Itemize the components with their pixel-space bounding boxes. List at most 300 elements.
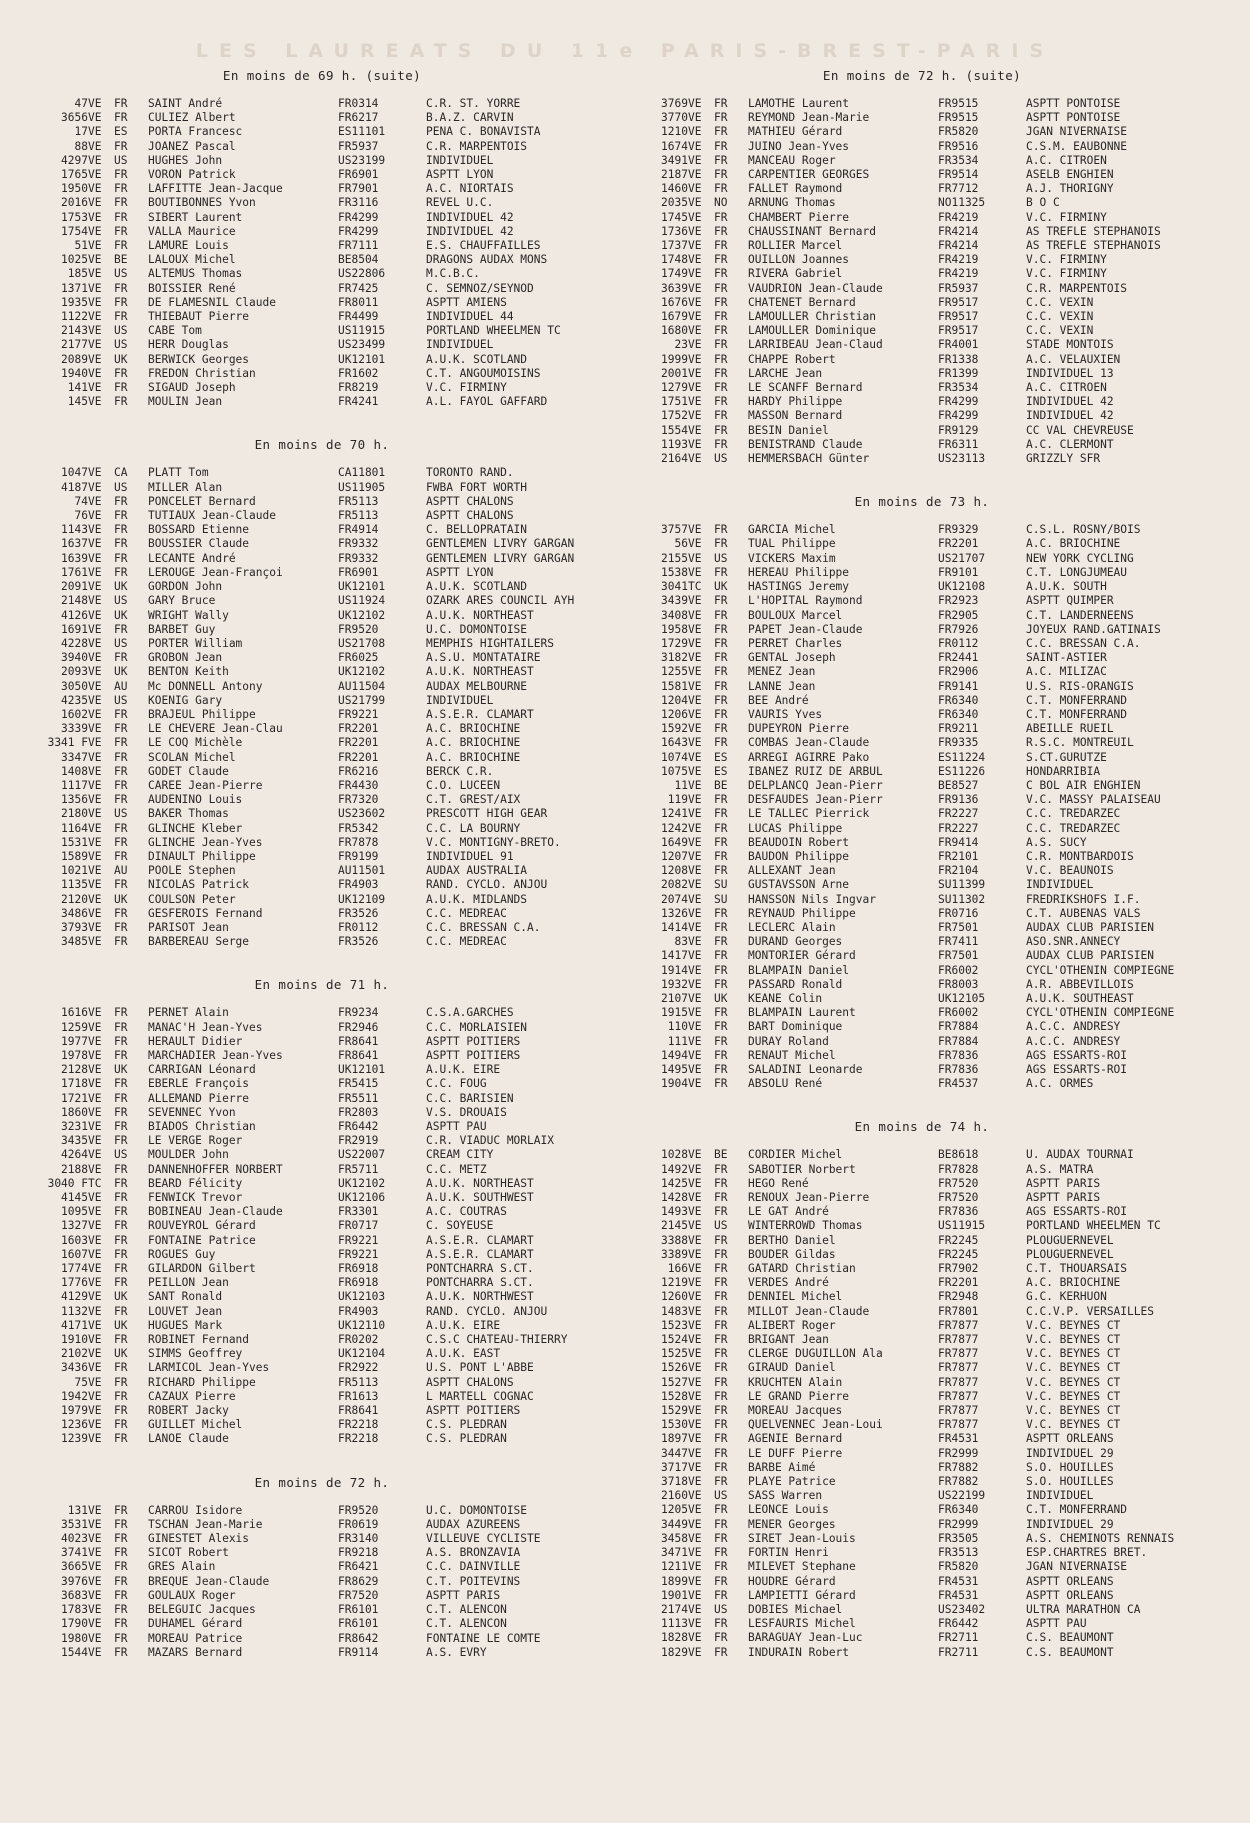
cell-category: VE	[688, 281, 702, 295]
cell-country: FR	[114, 1034, 128, 1048]
cell-category: VE	[88, 1191, 102, 1205]
cell-license: FR2101	[938, 849, 979, 863]
cell-license: FR6217	[338, 111, 379, 125]
cell-license: FR9517	[938, 295, 979, 309]
cell-license: FR7877	[938, 1389, 979, 1403]
cell-rider_number: 3050	[61, 679, 88, 693]
cell-name: REYNAUD Philippe	[748, 906, 856, 920]
cell-rider_number: 4023	[61, 1532, 88, 1546]
table-row	[42, 1390, 602, 1404]
cell-club: CYCL'OTHENIN COMPIEGNE	[1026, 1006, 1175, 1020]
cell-name: CHAMBERT Pierre	[748, 210, 850, 224]
table-row	[642, 211, 1202, 225]
cell-name: DANNENHOFFER NORBERT	[148, 1162, 283, 1176]
cell-rider_number: 1736	[661, 224, 688, 238]
cell-name: PAPET Jean-Claude	[748, 622, 863, 636]
cell-rider_number: 1236	[61, 1418, 88, 1432]
cell-rider_number: 1279	[661, 381, 688, 395]
cell-country: SU	[714, 878, 728, 892]
cell-category: VE	[688, 1034, 702, 1048]
cell-license: FR9234	[338, 1006, 379, 1020]
table-row	[42, 267, 602, 281]
cell-country: FR	[114, 1404, 128, 1418]
cell-country: FR	[714, 324, 728, 338]
cell-rider_number: 1255	[661, 665, 688, 679]
cell-license: US11905	[338, 480, 386, 494]
table-row	[42, 765, 602, 779]
cell-name: VERDES André	[748, 1276, 829, 1290]
cell-license: FR7902	[938, 1262, 979, 1276]
cell-name: GIRAUD Daniel	[748, 1361, 836, 1375]
cell-club: INDIVIDUEL 13	[1026, 366, 1114, 380]
cell-category: VE	[88, 920, 102, 934]
cell-category: VE	[688, 111, 702, 125]
cell-name: TUAL Philippe	[748, 537, 836, 551]
cell-country: FR	[714, 1233, 728, 1247]
table-row	[642, 1361, 1202, 1375]
cell-name: NICOLAS Patrick	[148, 878, 250, 892]
cell-club: ASPTT POITIERS	[426, 1404, 521, 1418]
cell-country: FR	[714, 182, 728, 196]
cell-license: FR7111	[338, 239, 379, 253]
cell-rider_number: 1132	[61, 1304, 88, 1318]
table-row	[42, 1148, 602, 1162]
cell-country: FR	[114, 1603, 128, 1617]
cell-club: C.C. FOUG	[426, 1077, 487, 1091]
cell-country: FR	[114, 935, 128, 949]
cell-category: VE	[88, 1262, 102, 1276]
cell-rider_number: 1829	[661, 1645, 688, 1659]
cell-category: VE	[88, 1006, 102, 1020]
cell-club: V.C. FIRMINY	[1026, 253, 1107, 267]
cell-category: TC	[88, 1176, 102, 1190]
cell-club: G.C. KERHUON	[1026, 1290, 1107, 1304]
cell-license: FR2201	[338, 736, 379, 750]
cell-club: V.C. BEYNES CT	[1026, 1375, 1121, 1389]
cell-category: VE	[88, 1375, 102, 1389]
cell-license: FR4299	[338, 224, 379, 238]
cell-country: FR	[114, 1333, 128, 1347]
cell-license: FR7501	[938, 949, 979, 963]
cell-license: UK12101	[338, 1063, 386, 1077]
cell-club: E.S. CHAUFFAILLES	[426, 239, 541, 253]
cell-category: VE	[88, 1233, 102, 1247]
cell-rider_number: 2174	[661, 1602, 688, 1616]
cell-rider_number: 1074	[661, 750, 688, 764]
cell-name: DE FLAMESNIL Claude	[148, 295, 276, 309]
cell-category: VE	[688, 125, 702, 139]
cell-country: ES	[714, 764, 728, 778]
cell-rider_number: 51	[74, 239, 88, 253]
cell-country: FR	[114, 835, 128, 849]
table-row	[642, 793, 1202, 807]
cell-country: FR	[114, 1191, 128, 1205]
cell-club: V.C. MONTIGNY-BRETO.	[426, 835, 561, 849]
cell-category: VE	[688, 821, 702, 835]
table-row	[642, 765, 1202, 779]
cell-club: REVEL U.C.	[426, 196, 494, 210]
cell-name: KRUCHTEN Alain	[748, 1375, 843, 1389]
cell-name: RIVERA Gabriel	[748, 267, 843, 281]
cell-country: FR	[714, 565, 728, 579]
cell-category: VE	[88, 622, 102, 636]
cell-license: FR9517	[938, 324, 979, 338]
cell-club: C.R. MARPENTOIS	[1026, 281, 1128, 295]
table-row	[642, 409, 1202, 423]
cell-category: VE	[88, 1063, 102, 1077]
cell-name: BIADOS Christian	[148, 1120, 256, 1133]
cell-category: VE	[688, 608, 702, 622]
table-row	[642, 1603, 1202, 1617]
table-row	[642, 1432, 1202, 1446]
table-row	[42, 1432, 602, 1446]
cell-club: A.U.K. SCOTLAND	[426, 352, 528, 366]
cell-rider_number: 2177	[61, 338, 88, 352]
cell-license: FR2104	[938, 864, 979, 878]
cell-license: FR4531	[938, 1432, 979, 1446]
cell-name: GILARDON Gilbert	[148, 1262, 256, 1276]
cell-name: BARBE Aimé	[748, 1460, 816, 1474]
cell-rider_number: 3347	[61, 750, 88, 764]
cell-club: U.C. DOMONTOISE	[426, 622, 528, 636]
cell-country: FR	[714, 693, 728, 707]
cell-club: L MARTELL COGNAC	[426, 1389, 534, 1403]
cell-name: FENWICK Trevor	[148, 1191, 243, 1205]
cell-club: A.S.U. MONTATAIRE	[426, 651, 541, 665]
cell-name: ABSOLU René	[748, 1077, 823, 1091]
cell-license: US11915	[338, 324, 386, 338]
cell-license: FR9329	[938, 523, 979, 537]
cell-club: ASPTT PARIS	[1026, 1191, 1101, 1205]
cell-rider_number: 3439	[661, 594, 688, 608]
cell-country: FR	[714, 153, 728, 167]
cell-license: FR6101	[338, 1603, 379, 1617]
cell-country: FR	[114, 281, 128, 295]
cell-license: FR3534	[938, 153, 979, 167]
cell-name: LECANTE André	[148, 551, 236, 565]
cell-category: VE	[688, 1418, 702, 1432]
cell-rider_number: 88	[74, 139, 88, 153]
cell-name: WINTERROWD Thomas	[748, 1219, 863, 1233]
cell-club: C.T. LONGJUMEAU	[1026, 565, 1128, 579]
cell-license: FR6901	[338, 565, 379, 579]
cell-rider_number: 1978	[61, 1048, 88, 1062]
cell-club: ULTRA MARATHON CA	[1026, 1602, 1141, 1616]
table-row	[42, 1575, 602, 1589]
cell-name: PARISOT Jean	[148, 920, 229, 934]
cell-club: C.C. METZ	[426, 1162, 487, 1176]
cell-club: ASPTT PAU	[426, 1120, 487, 1133]
cell-name: BERTHO Daniel	[748, 1233, 836, 1247]
cell-club: A.C. CITROEN	[1026, 381, 1107, 395]
cell-rider_number: 1095	[61, 1205, 88, 1219]
table-row	[642, 921, 1202, 935]
cell-license: ES11101	[338, 125, 386, 139]
cell-rider_number: 1592	[661, 722, 688, 736]
cell-license: FR6442	[938, 1617, 979, 1631]
cell-name: QUELVENNEC Jean-Loui	[748, 1418, 883, 1432]
cell-country: FR	[714, 267, 728, 281]
table-row	[642, 1404, 1202, 1418]
cell-name: BART Dominique	[748, 1020, 843, 1034]
cell-license: FR9218	[338, 1546, 379, 1560]
cell-country: FR	[714, 1546, 728, 1560]
cell-name: GESFEROIS Fernand	[148, 906, 263, 920]
cell-country: UK	[114, 1290, 128, 1304]
cell-club: ASPTT CHALONS	[426, 494, 514, 508]
table-row	[42, 594, 602, 608]
cell-license: SU11399	[938, 878, 986, 892]
cell-category: VE	[688, 991, 702, 1005]
table-row	[642, 1006, 1202, 1020]
section-title: En moins de 70 h.	[254, 437, 390, 453]
cell-category: VE	[688, 736, 702, 750]
cell-name: TUTIAUX Jean-Claude	[148, 509, 276, 523]
table-row	[642, 1560, 1202, 1574]
table-row	[642, 1347, 1202, 1361]
cell-country: FR	[114, 1503, 128, 1517]
cell-rider_number: 3485	[61, 935, 88, 949]
cell-category: VE	[88, 1645, 102, 1659]
cell-license: FR2201	[938, 1276, 979, 1290]
table-row	[642, 182, 1202, 196]
cell-category: VE	[688, 1560, 702, 1574]
cell-club: C.S. BEAUMONT	[1026, 1645, 1114, 1659]
cell-country: FR	[114, 1020, 128, 1034]
cell-category: VE	[88, 139, 102, 153]
cell-club: C.T. POITEVINS	[426, 1574, 521, 1588]
cell-club: INDIVIDUEL	[426, 693, 494, 707]
cell-name: LAMOULLER Dominique	[748, 324, 876, 338]
cell-name: RICHARD Philippe	[148, 1375, 256, 1389]
cell-country: FR	[114, 494, 128, 508]
cell-name: ALIBERT Roger	[748, 1318, 836, 1332]
cell-country: FR	[114, 707, 128, 721]
table-row	[42, 125, 602, 139]
cell-category: VE	[688, 366, 702, 380]
cell-license: FR2441	[938, 651, 979, 665]
cell-category: VE	[688, 793, 702, 807]
results-table	[642, 1148, 1202, 1659]
cell-rider_number: 1942	[61, 1389, 88, 1403]
cell-club: STADE MONTOIS	[1026, 338, 1114, 352]
cell-rider_number: 1356	[61, 793, 88, 807]
cell-license: FR2218	[338, 1432, 379, 1446]
cell-category: VE	[688, 267, 702, 281]
cell-name: BEE André	[748, 693, 809, 707]
cell-name: GRES Alain	[148, 1560, 216, 1574]
cell-rider_number: 4228	[61, 636, 88, 650]
cell-country: FR	[714, 651, 728, 665]
table-row	[642, 353, 1202, 367]
cell-club: PRESCOTT HIGH GEAR	[426, 807, 548, 821]
cell-rider_number: 2091	[61, 580, 88, 594]
cell-rider_number: 74	[74, 494, 88, 508]
cell-name: SIMMS Geoffrey	[148, 1347, 243, 1361]
cell-club: JOYEUX RAND.GATINAIS	[1026, 622, 1161, 636]
cell-country: FR	[114, 1546, 128, 1560]
table-row	[42, 1191, 602, 1205]
cell-name: CORDIER Michel	[748, 1148, 843, 1162]
table-row	[42, 481, 602, 495]
cell-club: C.S. PLEDRAN	[426, 1432, 507, 1446]
cell-country: NO	[714, 196, 728, 210]
cell-club: DRAGONS AUDAX MONS	[426, 253, 548, 267]
cell-category: VE	[688, 1006, 702, 1020]
table-row	[642, 708, 1202, 722]
cell-rider_number: 1977	[61, 1034, 88, 1048]
cell-country: US	[114, 338, 128, 352]
cell-name: EBERLE François	[148, 1077, 250, 1091]
cell-category: VE	[688, 395, 702, 409]
table-row	[642, 1503, 1202, 1517]
cell-club: C.T. MONFERRAND	[1026, 693, 1128, 707]
cell-name: BEAUDOIN Robert	[748, 835, 850, 849]
cell-rider_number: 2107	[661, 991, 688, 1005]
cell-rider_number: 2187	[661, 168, 688, 182]
cell-license: FR8642	[338, 1631, 379, 1645]
cell-name: LE GAT André	[748, 1205, 829, 1219]
cell-category: VE	[688, 864, 702, 878]
cell-rider_number: 1554	[661, 423, 688, 437]
cell-country: FR	[714, 963, 728, 977]
cell-club: C.C. VEXIN	[1026, 295, 1094, 309]
cell-name: MILLOT Jean-Claude	[748, 1304, 870, 1318]
cell-name: MAZARS Bernard	[148, 1645, 243, 1659]
cell-club: ASPTT QUIMPER	[1026, 594, 1114, 608]
table-row	[642, 594, 1202, 608]
cell-rider_number: 185	[67, 267, 88, 281]
cell-category: VE	[688, 1205, 702, 1219]
cell-name: BAUDON Philippe	[748, 849, 850, 863]
cell-category: VE	[688, 1290, 702, 1304]
table-row	[42, 1632, 602, 1646]
cell-license: FR0619	[338, 1517, 379, 1531]
cell-rider_number: 1207	[661, 849, 688, 863]
cell-name: MENEZ Jean	[748, 665, 816, 679]
table-row	[42, 1006, 602, 1020]
cell-country: FR	[714, 1418, 728, 1432]
cell-license: FR9520	[338, 622, 379, 636]
cell-name: LE CHEVERE Jean-Clau	[148, 722, 283, 736]
cell-license: FR2999	[938, 1446, 979, 1460]
cell-club: V.C. BEYNES CT	[1026, 1318, 1121, 1332]
table-row	[42, 1305, 602, 1319]
results-section	[42, 975, 602, 1446]
cell-license: FR4214	[938, 239, 979, 253]
cell-category: VE	[88, 1120, 102, 1133]
cell-name: MENER Georges	[748, 1517, 836, 1531]
cell-club: C.O. LUCEEN	[426, 778, 501, 792]
table-row	[642, 1447, 1202, 1461]
cell-country: FR	[714, 1006, 728, 1020]
cell-name: INDURAIN Robert	[748, 1645, 850, 1659]
cell-club: C BOL AIR ENGHIEN	[1026, 778, 1141, 792]
cell-license: FR3140	[338, 1532, 379, 1546]
table-row	[642, 239, 1202, 253]
cell-country: US	[114, 1148, 128, 1162]
cell-category: VE	[688, 764, 702, 778]
cell-category: VE	[688, 1247, 702, 1261]
cell-club: ASPTT AMIENS	[426, 295, 507, 309]
cell-license: FR9517	[938, 310, 979, 324]
cell-rider_number: 1117	[61, 778, 88, 792]
cell-country: FR	[114, 1091, 128, 1105]
cell-club: V.C. BEAUNOIS	[1026, 864, 1114, 878]
cell-rider_number: 2143	[61, 324, 88, 338]
cell-name: SIGAUD Joseph	[148, 381, 236, 395]
cell-club: A.U.K. SOUTHEAST	[1026, 991, 1134, 1005]
cell-country: FR	[114, 1645, 128, 1659]
cell-name: LEONCE Louis	[748, 1503, 829, 1517]
cell-license: BE8527	[938, 778, 979, 792]
cell-license: FR6025	[338, 651, 379, 665]
cell-category: TC	[688, 580, 702, 594]
cell-country: FR	[714, 849, 728, 863]
cell-rider_number: 1239	[61, 1432, 88, 1446]
table-row	[42, 836, 602, 850]
cell-rider_number: 75	[74, 1375, 88, 1389]
cell-rider_number: 47	[74, 97, 88, 110]
cell-license: US21707	[938, 551, 986, 565]
cell-name: CAZAUX Pierre	[148, 1389, 236, 1403]
cell-category: VE	[688, 679, 702, 693]
cell-category: VE	[88, 1517, 102, 1531]
cell-name: BLAMPAIN Laurent	[748, 1006, 856, 1020]
cell-country: FR	[714, 864, 728, 878]
cell-category: VE	[88, 1247, 102, 1261]
cell-rider_number: 1371	[61, 281, 88, 295]
table-row	[642, 807, 1202, 821]
cell-license: FR1399	[938, 366, 979, 380]
cell-rider_number: 1326	[661, 906, 688, 920]
cell-rider_number: 1206	[661, 707, 688, 721]
cell-club: U. AUDAX TOURNAI	[1026, 1148, 1134, 1162]
cell-club: PLOUGUERNEVEL	[1026, 1247, 1114, 1261]
cell-rider_number: 3436	[61, 1361, 88, 1375]
cell-rider_number: 2016	[61, 196, 88, 210]
table-row	[42, 466, 602, 480]
cell-country: FR	[714, 395, 728, 409]
cell-rider_number: 1761	[61, 565, 88, 579]
table-row	[42, 850, 602, 864]
cell-category: VE	[688, 224, 702, 238]
cell-country: UK	[714, 580, 728, 594]
cell-license: FR6901	[338, 168, 379, 182]
cell-rider_number: 56	[674, 537, 688, 551]
cell-name: CAREE Jean-Pierre	[148, 778, 263, 792]
cell-name: IBANEZ RUIZ DE ARBUL	[748, 764, 883, 778]
cell-club: CYCL'OTHENIN COMPIEGNE	[1026, 963, 1175, 977]
cell-rider_number: 3656	[61, 111, 88, 125]
cell-club: C.C.V.P. VERSAILLES	[1026, 1304, 1154, 1318]
results-table	[642, 523, 1202, 1091]
cell-country: UK	[114, 1347, 128, 1361]
cell-category: VE	[688, 849, 702, 863]
cell-name: DINAULT Philippe	[148, 849, 256, 863]
cell-club: A.C. COUTRAS	[426, 1205, 507, 1219]
cell-country: FR	[114, 736, 128, 750]
table-row	[42, 1077, 602, 1091]
table-row	[42, 1120, 602, 1134]
cell-rider_number: 4126	[61, 608, 88, 622]
cell-country: FR	[114, 1247, 128, 1261]
cell-license: FR9211	[938, 722, 979, 736]
cell-name: BEARD Félicity	[148, 1176, 243, 1190]
cell-license: FR5937	[338, 139, 379, 153]
cell-name: RENOUX Jean-Pierre	[748, 1191, 870, 1205]
cell-category: VE	[688, 906, 702, 920]
